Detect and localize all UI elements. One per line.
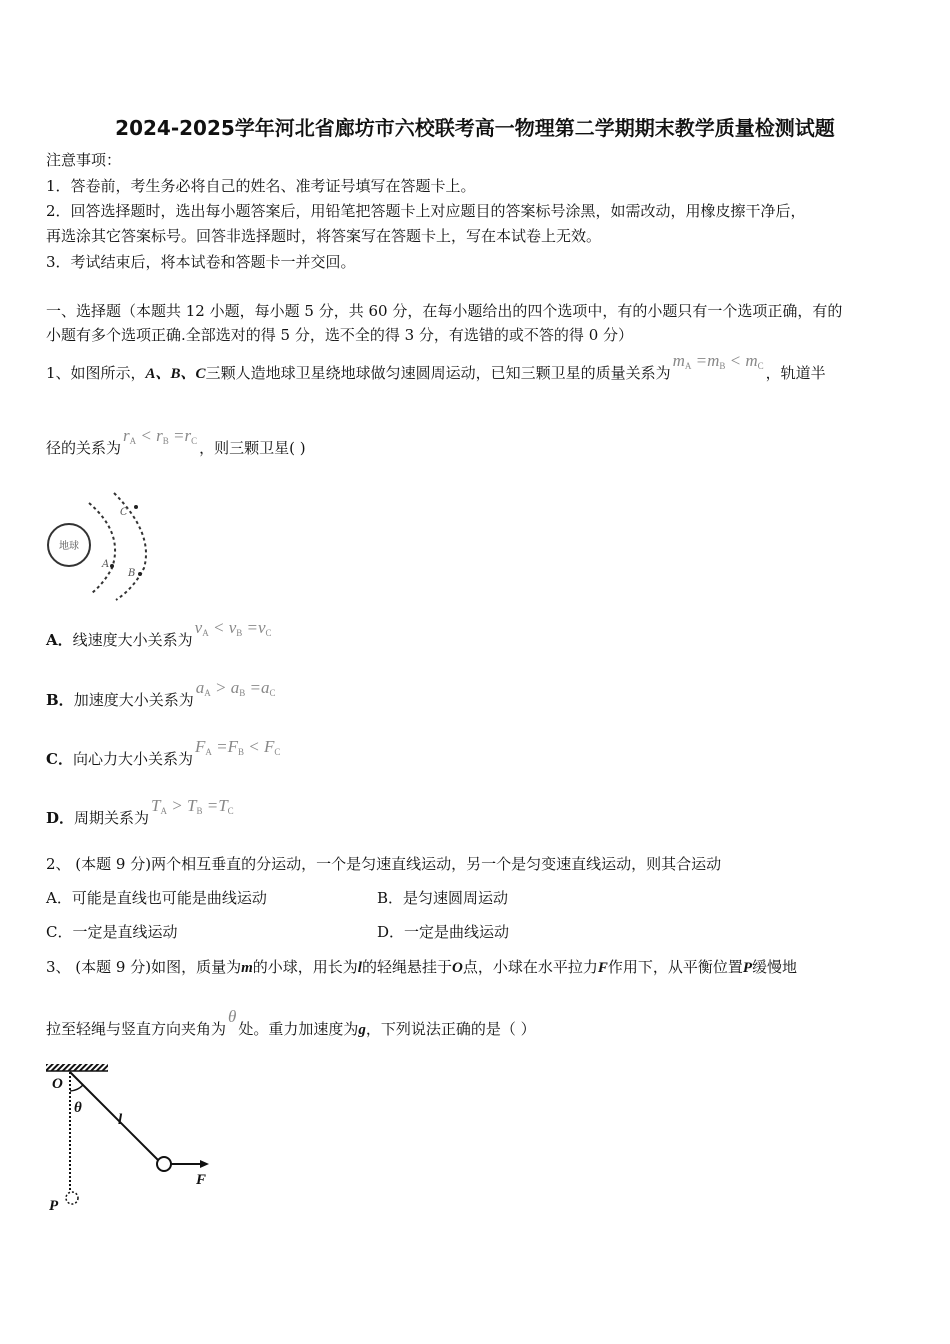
section-header-cont: 小题有多个选项正确.全部选对的得 5 分，选不全的得 3 分，有选错的或不答的得 0 分） [46, 326, 634, 344]
sat-a [110, 564, 114, 568]
var-theta: θ [228, 1007, 237, 1026]
var-o: O [451, 960, 463, 976]
q3-stem-cont [46, 1007, 536, 1040]
q1-text: 径的关系为 [46, 439, 122, 457]
option-letter: A． [46, 631, 73, 649]
q2-option-d[interactable]: D．一定是曲线运动 [377, 923, 510, 941]
option-text: 线速度大小关系为 [72, 631, 193, 649]
label-c: C [120, 507, 128, 518]
q1-text: 三颗人造地球卫星绕地球做匀速圆周运动，已知三颗卫星的质量关系为 [205, 364, 671, 382]
option-letter: D． [46, 809, 75, 827]
angle-arc [70, 1085, 83, 1091]
orbit-figure [44, 488, 164, 603]
ball-p [66, 1192, 78, 1204]
var-g: g [358, 1022, 366, 1038]
ceiling [46, 1064, 108, 1071]
q1-option-d[interactable] [46, 796, 236, 833]
q3-stem [46, 957, 797, 978]
ball [157, 1157, 171, 1171]
q3-text: 点，小球在水平拉力 [462, 958, 598, 976]
q1-stem-cont [46, 426, 306, 463]
pendulum-figure [44, 1060, 219, 1215]
option-formula: $F_A =F_B < F_C$ [194, 737, 281, 757]
option-formula: $a_A > a_B =a_C$ [195, 678, 276, 698]
q1-stem [46, 351, 826, 388]
q3-text: 的轻绳悬挂于 [361, 958, 452, 976]
sat-c [134, 505, 138, 509]
notice-heading: 注意事项： [46, 151, 122, 169]
radius-formula: $r_A < r_B =r_C$ [123, 426, 198, 446]
q3-text: 缓慢地 [752, 958, 798, 976]
option-text: 加速度大小关系为 [73, 691, 194, 709]
q2-stem: 2、 (本题 9 分)两个相互垂直的分运动，一个是匀速直线运动，另一个是匀变速直线运动，则其合运动 [46, 855, 722, 873]
q3-text: 3、 (本题 9 分)如图，质量为 [46, 958, 242, 976]
q2-option-c[interactable]: C．一定是直线运动 [46, 923, 178, 941]
q3-text: 的小球，用长为 [252, 958, 358, 976]
option-formula: $v_A < v_B =v_C$ [194, 618, 272, 638]
section-header: 一、选择题（本题共 12 小题，每小题 5 分，共 60 分，在每小题给出的四个选项中，有的小题只有一个选项正确，有的 [46, 302, 843, 320]
q3-text: 拉至轻绳与竖直方向夹角为 [46, 1020, 227, 1038]
label-theta: θ [74, 1100, 82, 1116]
q2-option-b[interactable]: B．是匀速圆周运动 [377, 889, 509, 907]
label-a: A [102, 559, 110, 570]
q1-text: ，轨道半 [765, 364, 826, 382]
var-m: m [241, 960, 253, 976]
option-letter: B． [46, 691, 74, 709]
page-title: 2024-2025学年河北省廊坊市六校联考高一物理第二学期期末教学质量检测试题 [115, 116, 835, 140]
option-text: 周期关系为 [74, 809, 150, 827]
var-p: P [742, 960, 753, 976]
option-letter: C． [46, 750, 73, 768]
option-formula: $T_A > T_B =T_C$ [151, 796, 234, 816]
q1-option-a[interactable] [46, 618, 274, 655]
q1-text: ，则三颗卫星( ) [199, 439, 306, 457]
q1-abc: A、B、C [145, 366, 206, 382]
earth-label: 地球 [59, 541, 79, 552]
q3-text: ，下列说法正确的是（ ） [365, 1020, 536, 1038]
q3-text: 处。重力加速度为 [238, 1020, 359, 1038]
notice-item: 2．回答选择题时，选出每小题答案后，用铅笔把答题卡上对应题目的答案标号涂黑，如需改动，用橡皮擦干净后， [46, 202, 806, 220]
q2-option-a[interactable]: A．可能是直线也可能是曲线运动 [46, 889, 267, 907]
q1-option-c[interactable] [46, 737, 282, 774]
var-f: F [597, 960, 608, 976]
q1-text: 1、如图所示， [46, 364, 146, 382]
orbit-bc [114, 493, 146, 600]
sat-b [138, 572, 142, 576]
label-f: F [196, 1172, 207, 1188]
label-b: B [128, 568, 136, 579]
label-o: O [52, 1076, 63, 1092]
q1-option-b[interactable] [46, 678, 277, 715]
q3-text: 作用下，从平衡位置 [607, 958, 743, 976]
notice-item: 1．答卷前，考生务必将自己的姓名、准考证号填写在答题卡上。 [46, 177, 476, 195]
orbit-a [89, 503, 115, 593]
notice-item: 3．考试结束后，将本试卷和答题卡一并交回。 [46, 253, 356, 271]
option-text: 向心力大小关系为 [72, 750, 193, 768]
mass-formula: $m_A =m_B < m_C$ [672, 351, 764, 371]
rope [70, 1072, 161, 1163]
notice-item: 再选涂其它答案标号。回答非选择题时，将答案写在答题卡上，写在本试卷上无效。 [46, 227, 602, 245]
var-l: l [357, 960, 362, 976]
label-p: P [49, 1198, 59, 1214]
label-l: l [118, 1112, 123, 1128]
